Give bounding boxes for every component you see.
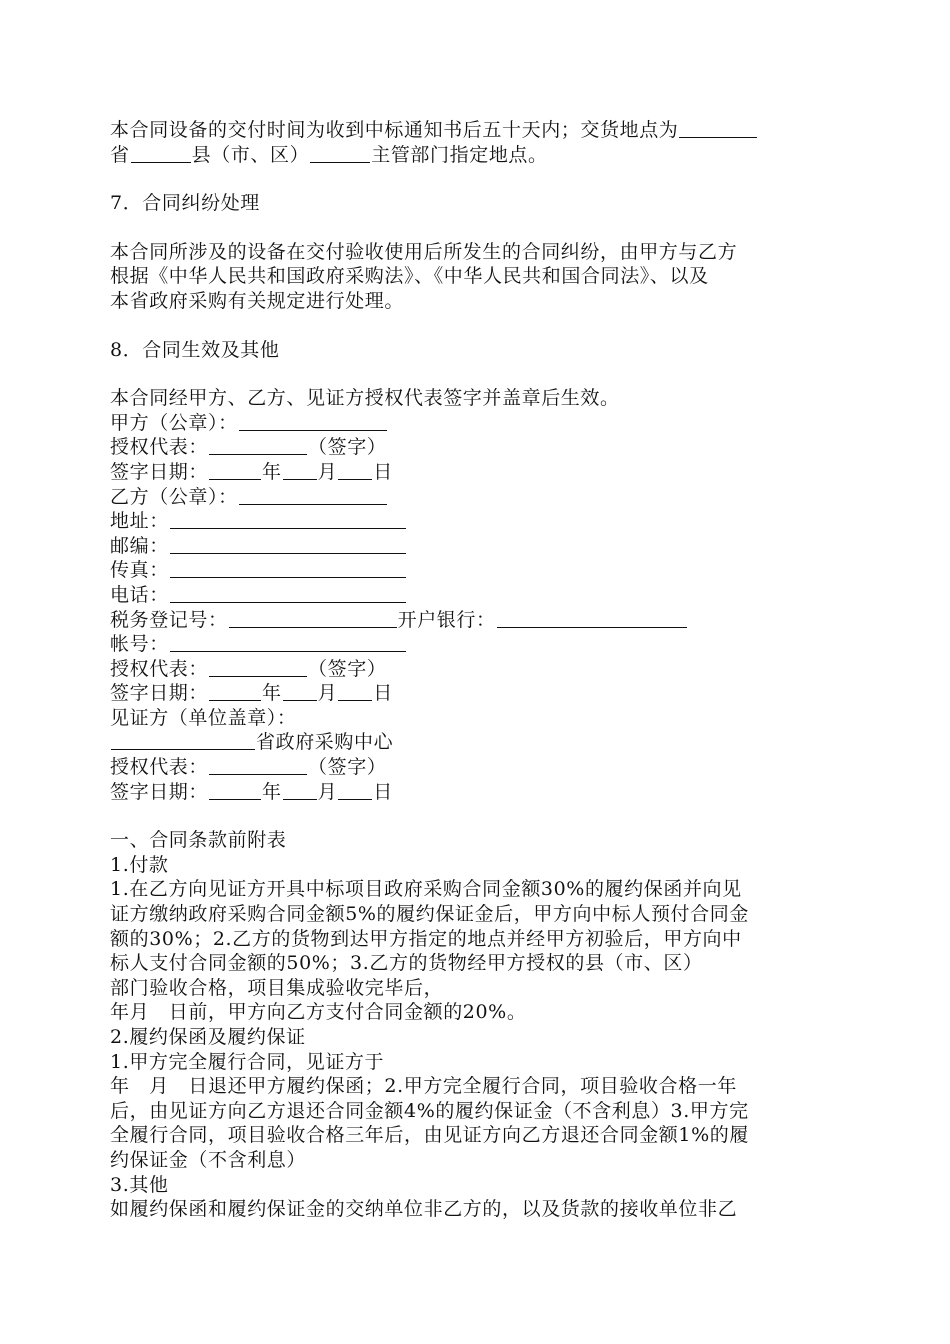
party-b-tax-bank-row: [110, 608, 842, 633]
party-b-date-row: [110, 681, 842, 706]
section-7-line: 根据《中华人民共和国政府采购法》、《中华人民共和国合同法》、以及: [110, 265, 709, 288]
section-8-heading: 8．合同生效及其他: [110, 338, 280, 361]
party-b-postcode-row: [110, 534, 842, 559]
section-7-heading: 7．合同纠纷处理: [110, 192, 260, 215]
month-blank: [283, 781, 317, 800]
witness-date-label: 签字日期：: [110, 780, 209, 803]
party-a-rep-row: [110, 435, 842, 460]
account-label: 帐号：: [110, 633, 169, 656]
day-label: 日: [373, 682, 393, 705]
guarantee-line: 全履行合同，项目验收合格三年后，由见证方向乙方退还合同金额1%的履: [110, 1124, 749, 1147]
other-heading: 3.其他: [110, 1173, 169, 1196]
day-blank: [338, 781, 372, 800]
party-b-rep-label: 授权代表：: [110, 657, 209, 680]
party-a-sign-suffix: （签字）: [308, 436, 387, 459]
section-7-line: 本合同所涉及的设备在交付验收使用后所发生的合同纠纷，由甲方与乙方: [110, 240, 738, 263]
phone-label: 电话：: [110, 583, 169, 606]
day-label: 日: [373, 780, 393, 803]
delivery-text: 本合同设备的交付时间为收到中标通知书后五十天内；交货地点为: [110, 119, 679, 141]
province-suffix: 省: [110, 143, 130, 166]
document-body: [110, 118, 842, 1222]
month-label: 月: [317, 682, 338, 705]
party-a-rep-label: 授权代表：: [110, 436, 209, 459]
witness-center-row: [110, 730, 842, 755]
party-b-rep-blank: [209, 658, 307, 677]
other-line: 如履约保函和履约保证金的交纳单位非乙方的，以及货款的接收单位非乙: [110, 1198, 738, 1221]
party-b-fax-row: [110, 558, 842, 583]
party-a-seal-label: 甲方（公章）：: [110, 411, 238, 434]
county-suffix: 县（市、区）: [191, 143, 310, 166]
year-blank: [209, 461, 261, 480]
party-b-account-row: [110, 632, 842, 657]
year-blank: [209, 781, 261, 800]
year-label: 年: [262, 460, 282, 483]
year-label: 年: [262, 682, 282, 705]
section-8-intro: 本合同经甲方、乙方、见证方授权代表签字并盖章后生效。: [110, 387, 620, 410]
month-blank: [283, 461, 317, 480]
guarantee-line: 1.甲方完全履行合同，见证方于: [110, 1050, 385, 1073]
tax-label: 税务登记号：: [110, 608, 228, 631]
party-b-seal-row: [110, 485, 842, 510]
witness-date-row: [110, 780, 842, 805]
county-blank: [131, 144, 191, 163]
party-b-phone-row: [110, 583, 842, 608]
address-blank: [170, 510, 406, 529]
day-blank: [338, 682, 372, 701]
payment-line: 年月 日前，甲方向乙方支付合同金额的20%。: [110, 1001, 527, 1024]
witness-sign-suffix: （签字）: [308, 756, 387, 779]
day-label: 日: [373, 460, 393, 483]
province-blank: [679, 119, 757, 138]
payment-line: 部门验收合格，项目集成验收完毕后，: [110, 976, 444, 999]
delivery-line-1: [110, 118, 842, 143]
party-b-date-label: 签字日期：: [110, 682, 209, 705]
party-b-seal-blank: [239, 486, 387, 505]
fax-label: 传真：: [110, 559, 169, 582]
postcode-blank: [170, 535, 406, 554]
year-label: 年: [262, 780, 282, 803]
section-7-line: 本省政府采购有关规定进行处理。: [110, 289, 405, 312]
payment-line: 额的30%；2.乙方的货物到达甲方指定的地点并经甲方初验后，甲方向中: [110, 927, 742, 950]
party-a-date-label: 签字日期：: [110, 460, 209, 483]
account-blank: [170, 633, 406, 652]
delivery-line-2: [110, 143, 842, 168]
party-b-rep-row: [110, 657, 842, 682]
province-name-blank: [111, 731, 255, 750]
guarantee-line: 后，由见证方向乙方退还合同金额4%的履约保证金（不含利息）3.甲方完: [110, 1099, 749, 1122]
party-b-sign-suffix: （签字）: [308, 657, 387, 680]
bank-blank: [497, 609, 687, 628]
party-a-rep-blank: [209, 436, 307, 455]
address-label: 地址：: [110, 510, 169, 533]
witness-label: 见证方（单位盖章）：: [110, 706, 297, 729]
payment-line: 证方缴纳政府采购合同金额5%的履约保证金后，甲方向中标人预付合同金: [110, 903, 749, 926]
guarantee-line: 约保证金（不含利息）: [110, 1148, 307, 1171]
designated-place-text: 主管部门指定地点。: [371, 143, 548, 166]
bank-label: 开户银行：: [397, 608, 496, 631]
payment-line: 1.在乙方向见证方开具中标项目政府采购合同金额30%的履约保函并向见: [110, 878, 742, 901]
party-b-seal-label: 乙方（公章）：: [110, 485, 238, 508]
guarantee-heading: 2.履约保函及履约保证: [110, 1026, 306, 1048]
department-blank: [310, 144, 370, 163]
witness-rep-label: 授权代表：: [110, 756, 209, 779]
procurement-center-label: 省政府采购中心: [256, 731, 394, 754]
tax-blank: [229, 609, 397, 628]
party-a-date-row: [110, 460, 842, 485]
postcode-label: 邮编：: [110, 534, 169, 557]
payment-line: 标人支付合同金额的50%；3.乙方的货物经甲方授权的县（市、区）: [110, 952, 703, 975]
fax-blank: [170, 559, 406, 578]
phone-blank: [170, 584, 406, 603]
witness-rep-blank: [209, 756, 307, 775]
day-blank: [338, 461, 372, 480]
month-label: 月: [317, 460, 338, 483]
party-a-seal-blank: [239, 412, 387, 431]
month-blank: [283, 682, 317, 701]
payment-heading: 1.付款: [110, 853, 169, 876]
year-blank: [209, 682, 261, 701]
witness-rep-row: [110, 755, 842, 780]
month-label: 月: [317, 780, 338, 803]
appendix-heading: 一、合同条款前附表: [110, 829, 287, 852]
party-b-address-row: [110, 509, 842, 534]
guarantee-line: 年 月 日退还甲方履约保函；2.甲方完全履行合同，项目验收合格一年: [110, 1075, 737, 1098]
party-a-seal-row: [110, 411, 842, 436]
